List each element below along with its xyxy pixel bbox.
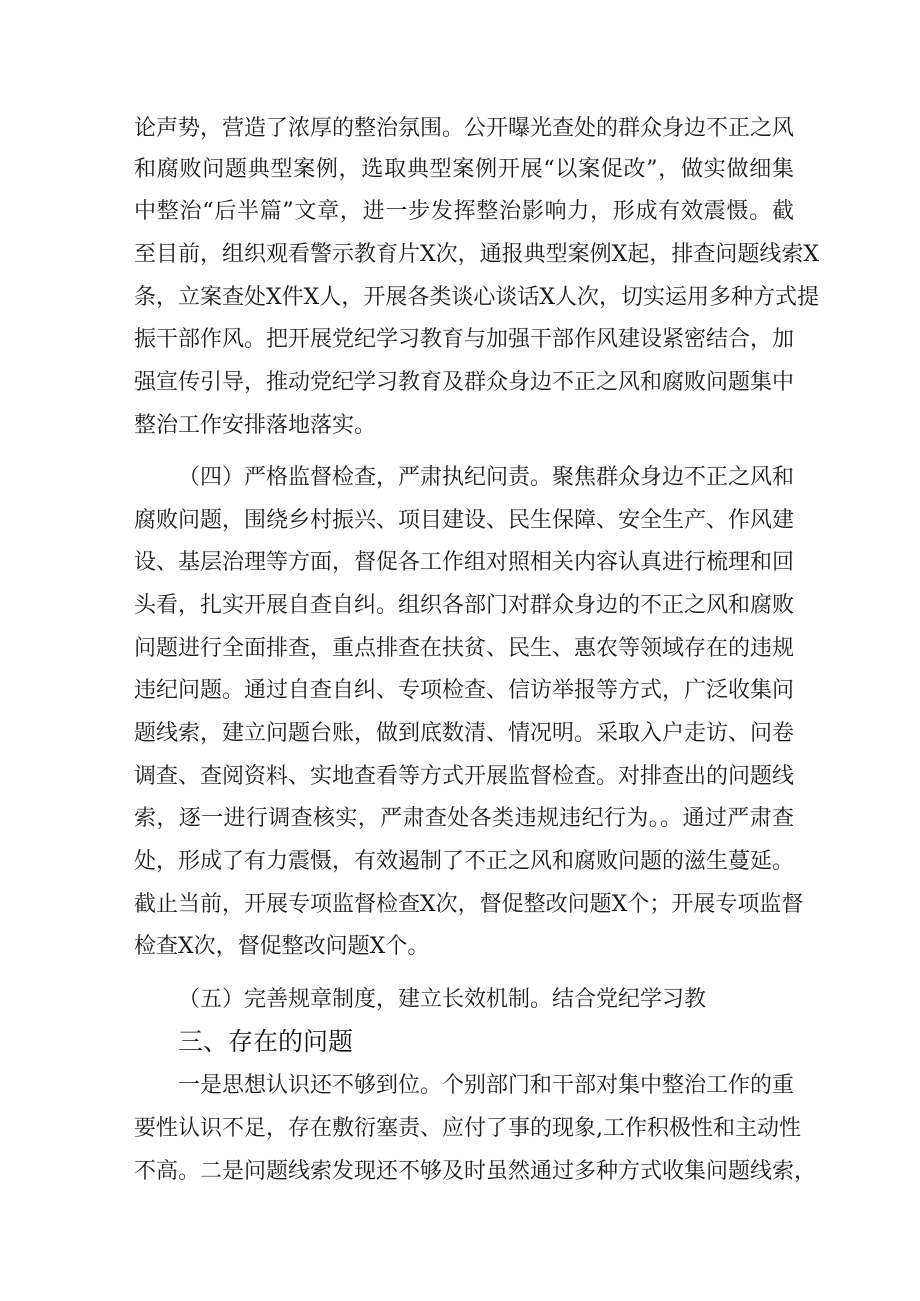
paragraph-line: 不高。二是问题线索发现还不够及时虽然通过多种方式收集问题线索， bbox=[134, 1159, 817, 1184]
section-three-heading: 三、存在的问题 bbox=[178, 1027, 354, 1056]
paragraph-line: 强宣传引导，推动党纪学习教育及群众身边不正之风和腐败问题集中 bbox=[134, 370, 795, 395]
paragraph-line: 调查、查阅资料、实地查看等方式开展监督检查。对排查出的问题线 bbox=[134, 764, 795, 789]
paragraph-line: 题线索，建立问题台账，做到底数清、情况明。采取入户走访、问卷 bbox=[134, 721, 795, 746]
paragraph-line: 头看，扎实开展自查自纠。组织各部门对群众身边的不正之风和腐败 bbox=[134, 593, 795, 618]
paragraph-line: 要性认识不足，存在敷衍塞责、应付了事的现象,工作积极性和主动性 bbox=[134, 1116, 801, 1141]
paragraph-line: 论声势，营造了浓厚的整治氛围。公开曝光查处的群众身边不正之风 bbox=[134, 116, 795, 141]
paragraph-line: 中整治“后半篇”文章，进一步发挥整治影响力，形成有效震慑。截 bbox=[134, 199, 794, 224]
paragraph-line: 和腐败问题典型案例，选取典型案例开展“以案促改”，做实做细集 bbox=[134, 157, 794, 182]
paragraph-line: 处，形成了有力震慑，有效遏制了不正之风和腐败问题的滋生蔓延。 bbox=[134, 849, 795, 874]
paragraph-line: 问题进行全面排查，重点排查在扶贫、民生、惠农等领域存在的违规 bbox=[134, 636, 795, 661]
paragraph-line: 设、基层治理等方面，督促各工作组对照相关内容认真进行梳理和回 bbox=[134, 550, 795, 575]
paragraph-line: 至目前，组织观看警示教育片X次，通报典型案例X起，排查问题线索X bbox=[134, 242, 819, 267]
paragraph-line: 违纪问题。通过自查自纠、专项检查、信访举报等方式，广泛收集问 bbox=[134, 678, 795, 703]
section-four-heading-line: （四）严格监督检查，严肃执纪问责。聚焦群众身边不正之风和 bbox=[178, 465, 795, 490]
paragraph-line: 截止当前，开展专项监督检查X次，督促整改问题X个；开展专项监督 bbox=[134, 892, 804, 917]
paragraph-line: 腐败问题，围绕乡村振兴、项目建设、民生保障、安全生产、作风建 bbox=[134, 508, 795, 533]
paragraph-line: 整治工作安排落地落实。 bbox=[134, 413, 377, 438]
paragraph-line: 条，立案查处X件X人，开展各类谈心谈话X人次，切实运用多种方式提 bbox=[134, 285, 819, 310]
paragraph-line: 振干部作风。把开展党纪学习教育与加强干部作风建设紧密结合，加 bbox=[134, 327, 795, 352]
paragraph-line: 检查X次，督促整改问题X个。 bbox=[134, 934, 430, 959]
section-five-heading-line: （五）完善规章制度，建立长效机制。结合党纪学习教 bbox=[178, 987, 707, 1012]
paragraph-line: 索，逐一进行调查核实，严肃查处各类违规违纪行为。。通过严肃查 bbox=[134, 806, 794, 831]
paragraph-line: 一是思想认识还不够到位。个别部门和干部对集中整治工作的重 bbox=[178, 1073, 795, 1098]
